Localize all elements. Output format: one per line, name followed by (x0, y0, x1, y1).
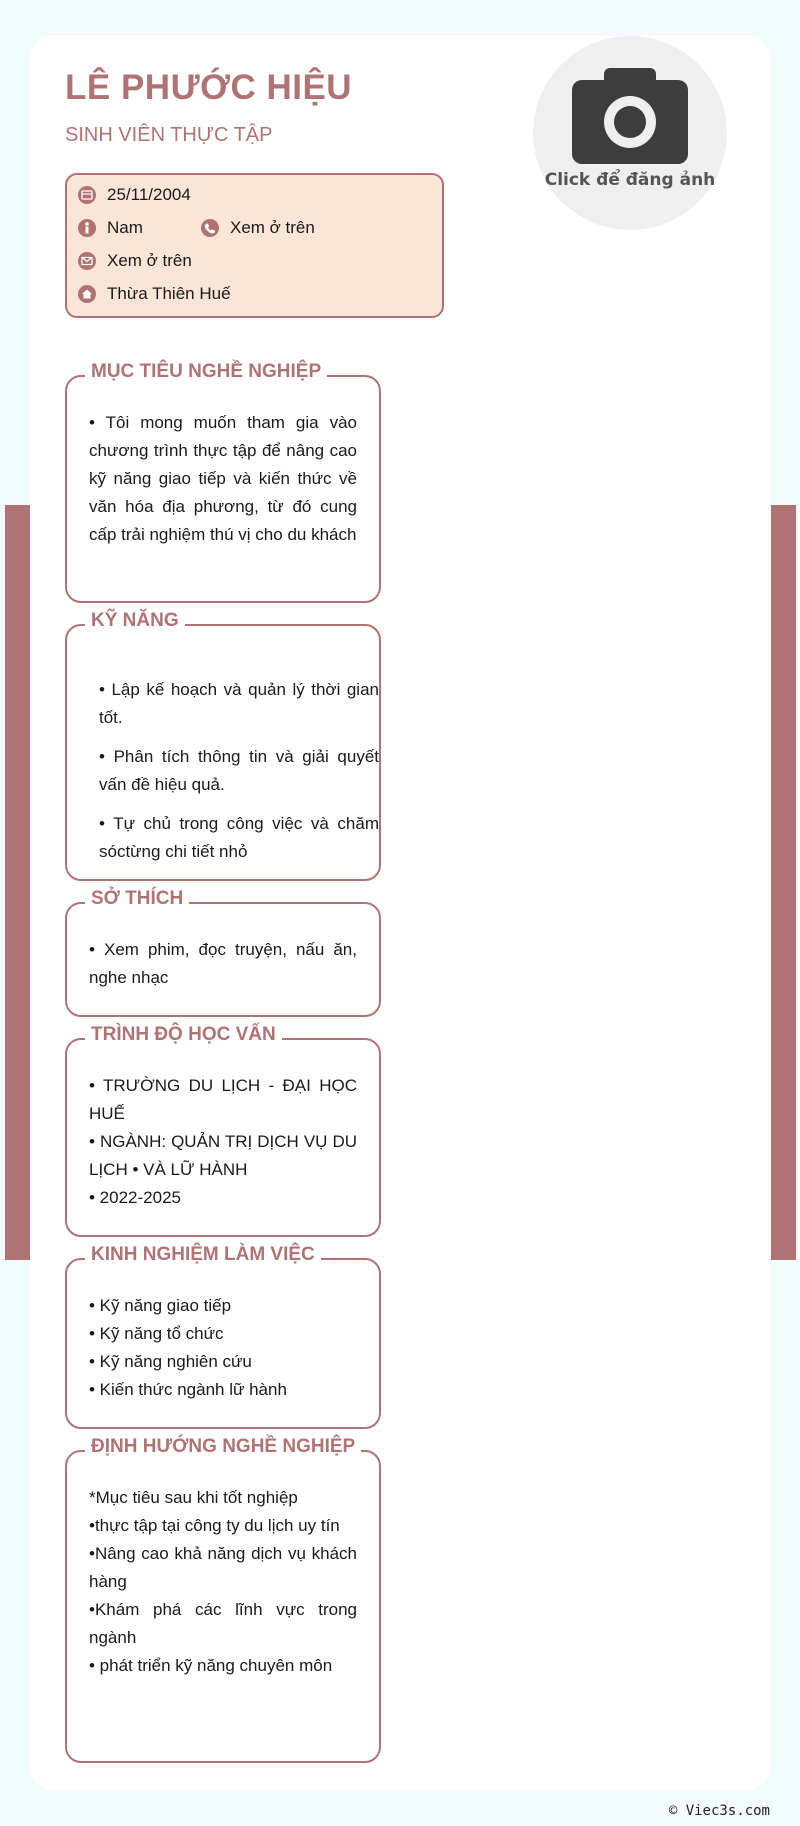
skills-list[interactable] (99, 676, 379, 877)
birthdate-value: 25/11/2004 (107, 185, 191, 204)
envelope-icon (77, 251, 97, 271)
hobbies-text[interactable]: • Xem phim, đọc truyện, nấu ăn, nghe nhạc (89, 940, 357, 987)
photo-caption: Click để đăng ảnh (544, 170, 716, 190)
home-icon (77, 284, 97, 304)
phone-row[interactable] (200, 218, 315, 238)
email-row[interactable] (77, 251, 192, 271)
list-item: • Kỹ năng giao tiếp (89, 1296, 232, 1315)
address-row[interactable] (77, 284, 231, 304)
list-item: • Tự chủ trong công việc và chăm sóctừng chi tiết nhỏ (99, 814, 379, 861)
list-item: •Nâng cao khả năng dịch vụ khách hàng (89, 1544, 357, 1591)
footer-credit: © Viec3s.com (668, 1803, 770, 1819)
list-item: • NGÀNH: QUẢN TRỊ DỊCH VỤ DU LỊCH • VÀ LỮ HÀNH (89, 1132, 357, 1179)
orientation-section (65, 1436, 381, 1763)
list-item: • Kỹ năng tổ chức (89, 1324, 224, 1343)
experience-list[interactable] (89, 1292, 357, 1404)
list-item: •Khám phá các lĩnh vực trong ngành (89, 1600, 357, 1647)
list-item: • phát triển kỹ năng chuyên môn (89, 1656, 333, 1675)
orientation-list[interactable] (89, 1484, 357, 1680)
personal-info-box (65, 173, 444, 318)
list-item: *Mục tiêu sau khi tốt nghiệp (89, 1488, 298, 1507)
gender-value: Nam (107, 218, 143, 237)
list-item: • Kiến thức ngành lữ hành (89, 1380, 287, 1399)
section-title: MỤC TIÊU NGHỀ NGHIỆP (85, 361, 327, 383)
list-item: • 2022-2025 (89, 1188, 181, 1207)
section-title: SỞ THÍCH (85, 888, 189, 910)
camera-icon (572, 64, 688, 164)
email-value: Xem ở trên (107, 251, 192, 270)
section-title: KỸ NĂNG (85, 610, 185, 632)
birthdate-row[interactable] (77, 185, 191, 205)
skills-section (65, 610, 381, 881)
objective-text[interactable]: • Tôi mong muốn tham gia vào chương trình thực tập để nâng cao kỹ năng giao tiếp và kiến thức về văn hóa địa phương, từ đó cung cấp trải nghiệm thú vị cho du khách (89, 413, 357, 544)
left-decor-bar (5, 505, 30, 1260)
right-decor-bar (771, 505, 796, 1260)
candidate-name[interactable]: LÊ PHƯỚC HIỆU (65, 68, 353, 107)
gender-row[interactable] (77, 218, 143, 238)
gender-icon (77, 218, 97, 238)
section-title: KINH NGHIỆM LÀM VIỆC (85, 1244, 321, 1266)
list-item: • Phân tích thông tin và giải quyết vấn đề hiệu quả. (99, 747, 379, 794)
phone-value: Xem ở trên (230, 218, 315, 237)
section-title: TRÌNH ĐỘ HỌC VẤN (85, 1024, 282, 1046)
education-list[interactable] (89, 1072, 357, 1212)
list-item: •thực tập tại công ty du lịch uy tín (89, 1516, 340, 1535)
list-item: • TRƯỜNG DU LỊCH - ĐẠI HỌC HUẾ (89, 1076, 357, 1123)
calendar-icon (77, 185, 97, 205)
list-item: • Kỹ năng nghiên cứu (89, 1352, 252, 1371)
hobbies-section (65, 888, 381, 1017)
objective-section (65, 361, 381, 603)
candidate-title[interactable]: SINH VIÊN THỰC TẬP (65, 124, 273, 146)
list-item: • Lập kế hoạch và quản lý thời gian tốt. (99, 680, 379, 727)
address-value: Thừa Thiên Huế (107, 284, 231, 303)
experience-section (65, 1244, 381, 1429)
phone-icon (200, 218, 220, 238)
photo-upload[interactable] (533, 36, 727, 230)
section-title: ĐỊNH HƯỚNG NGHỀ NGHIỆP (85, 1436, 361, 1458)
education-section (65, 1024, 381, 1237)
cv-page (30, 36, 770, 1790)
